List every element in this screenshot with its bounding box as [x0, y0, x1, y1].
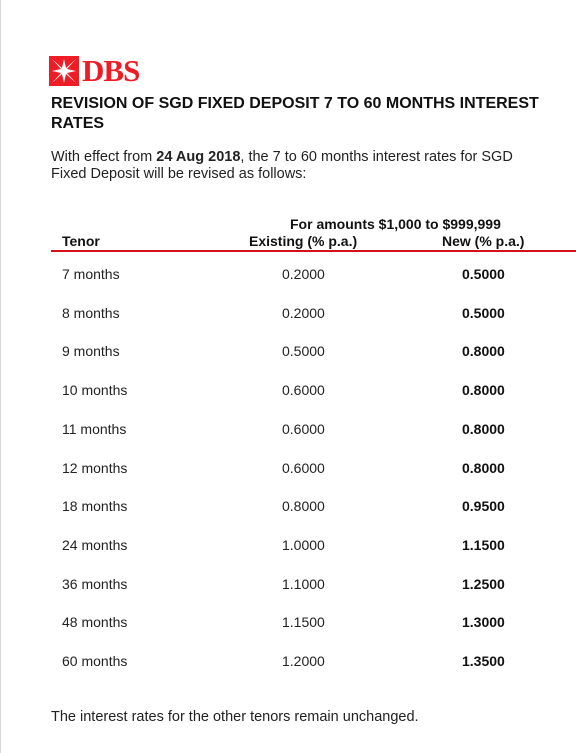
brand-name: DBS	[82, 53, 140, 88]
new-rate-cell: 0.8000	[462, 382, 505, 399]
dbs-logo	[49, 53, 140, 88]
existing-rate-cell: 1.1000	[282, 575, 325, 592]
tenor-cell: 10 months	[62, 382, 128, 399]
tenor-cell: 12 months	[62, 459, 128, 476]
tenor-cell: 18 months	[62, 498, 128, 515]
table-row	[0, 305, 576, 325]
existing-rate-cell: 0.5000	[282, 343, 325, 360]
existing-rate-cell: 1.0000	[282, 536, 325, 553]
tenor-cell: 36 months	[62, 575, 128, 592]
tenor-cell: 9 months	[62, 343, 120, 360]
existing-rate-cell: 1.1500	[282, 614, 325, 631]
existing-rate-cell: 0.2000	[282, 304, 325, 321]
table-row	[0, 576, 576, 596]
existing-rate-cell: 0.2000	[282, 266, 325, 282]
page-title: REVISION OF SGD FIXED DEPOSIT 7 TO 60 MONTHS INTEREST RATES	[51, 95, 539, 132]
table-row	[0, 460, 576, 480]
new-rate-cell: 0.9500	[462, 498, 505, 515]
tenor-cell: 11 months	[62, 420, 127, 437]
intro-suffix: , the 7 to 60 months interest rates for SGD Fixed Deposit will be revised as follows:	[51, 149, 513, 182]
tenor-cell: 7 months	[62, 266, 120, 282]
column-header-new: New (% p.a.)	[442, 233, 525, 249]
new-rate-cell: 1.2500	[462, 575, 505, 592]
new-rate-cell: 1.1500	[462, 536, 505, 553]
table-row	[0, 614, 576, 634]
header-divider	[51, 250, 576, 252]
new-rate-cell: 0.8000	[462, 459, 505, 476]
table-row	[0, 537, 576, 557]
tenor-cell: 8 months	[62, 304, 120, 321]
column-header-existing: Existing (% p.a.)	[249, 233, 358, 249]
table-row	[0, 653, 576, 673]
tenor-cell: 24 months	[62, 536, 128, 553]
table-row	[0, 266, 576, 286]
existing-rate-cell: 0.8000	[282, 498, 325, 515]
tenor-cell: 48 months	[62, 614, 128, 631]
column-header-tenor: Tenor	[62, 233, 100, 249]
new-rate-cell: 1.3500	[462, 653, 505, 669]
existing-rate-cell: 0.6000	[282, 459, 325, 476]
existing-rate-cell: 0.6000	[282, 420, 325, 437]
intro-prefix: With effect from	[51, 149, 157, 165]
effective-date: 24 Aug 2018	[156, 149, 241, 165]
new-rate-cell: 0.8000	[462, 420, 505, 437]
table-row	[0, 343, 576, 363]
table-row	[0, 382, 576, 402]
footnote: The interest rates for the other tenors remain unchanged.	[51, 709, 419, 725]
existing-rate-cell: 1.2000	[282, 653, 325, 669]
new-rate-cell: 0.5000	[462, 266, 505, 282]
new-rate-cell: 0.8000	[462, 343, 505, 360]
tenor-cell: 60 months	[62, 653, 128, 669]
intro-paragraph	[51, 149, 551, 183]
dbs-star-icon	[49, 56, 79, 86]
new-rate-cell: 0.5000	[462, 304, 505, 321]
table-row	[0, 498, 576, 518]
table-row	[0, 421, 576, 441]
existing-rate-cell: 0.6000	[282, 382, 325, 399]
amount-range-heading: For amounts $1,000 to $999,999	[290, 216, 501, 232]
new-rate-cell: 1.3000	[462, 614, 505, 631]
